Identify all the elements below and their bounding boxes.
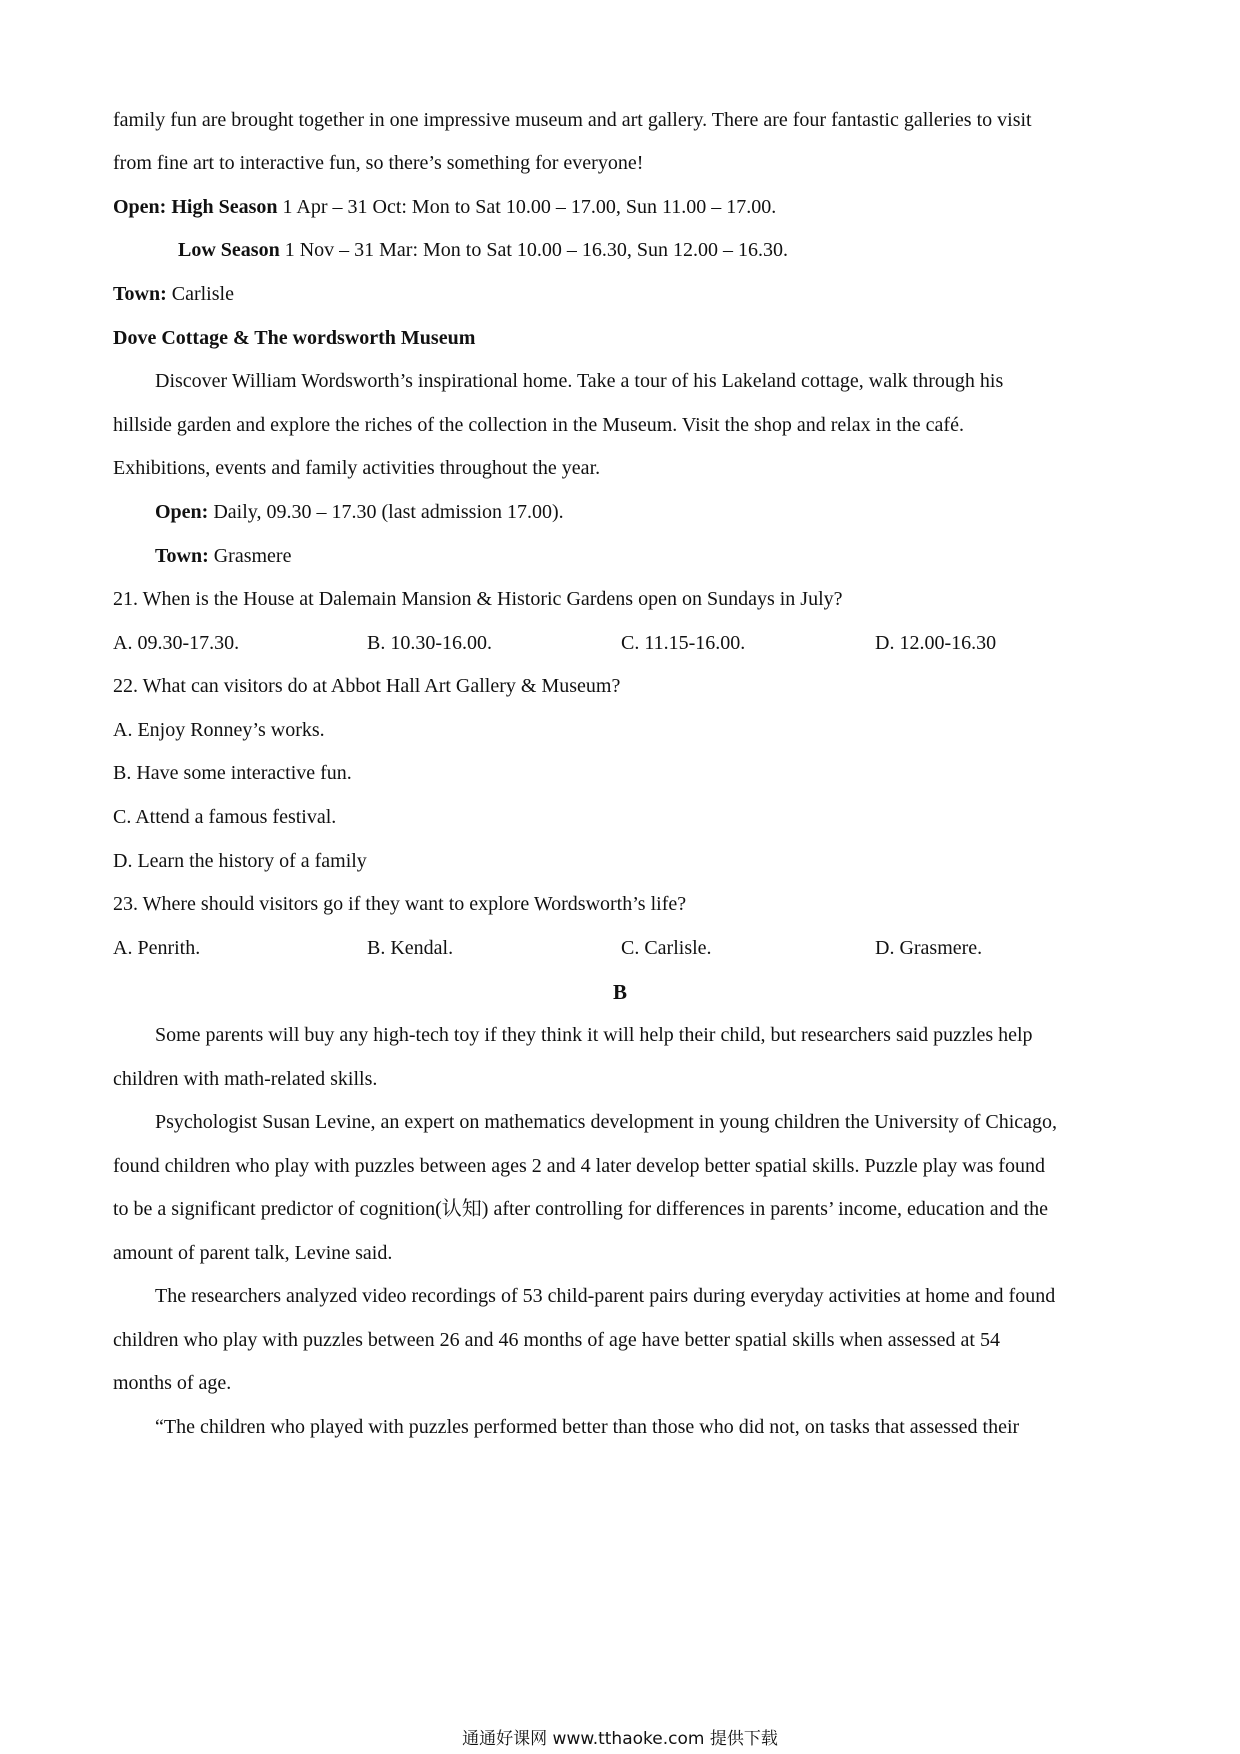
option-c: C. 11.15-16.00. (621, 632, 746, 654)
question-23-options (113, 935, 1133, 961)
section-b-text-line: amount of parent talk, Levine said. (113, 1242, 393, 1264)
section-b-heading: B (612, 980, 627, 1004)
town-carlisle (113, 281, 1130, 307)
question-21-stem: 21. When is the House at Dalemain Mansion & Historic Gardens open on Sundays in July? (113, 588, 843, 610)
dove-cottage-text-line: hillside garden and explore the riches of the collection in the Museum. Visit the shop and relax in the café. (113, 414, 964, 436)
question-21-options (113, 630, 1133, 656)
high-season-value: 1 Apr – 31 Oct: Mon to Sat 10.00 – 17.00, Sun 11.00 – 17.00. (277, 196, 777, 218)
section-b-text-line: children who play with puzzles between 26 and 46 months of age have better spatial skills when assessed at 54 (113, 1329, 1000, 1351)
section-b-text-line: Psychologist Susan Levine, an expert on mathematics development in young children the University of Chicago, (155, 1111, 1058, 1133)
low-season-hours (178, 237, 1130, 263)
town-label: Town: (113, 283, 167, 305)
option-d: D. 12.00-16.30 (875, 632, 997, 654)
option-d: D. Grasmere. (875, 937, 983, 959)
dove-cottage-town (155, 543, 1130, 569)
town-label: Town: (155, 545, 209, 567)
dove-cottage-text-line: Exhibitions, events and family activities throughout the year. (113, 457, 601, 479)
high-season-label: High Season (171, 196, 278, 218)
abbot-hall-text-line: from fine art to interactive fun, so there’s something for everyone! (113, 152, 644, 174)
option-b: B. Kendal. (367, 937, 454, 959)
dove-cottage-open (155, 499, 1130, 525)
town-value: Grasmere (208, 545, 292, 567)
low-season-value: 1 Nov – 31 Mar: Mon to Sat 10.00 – 16.30, Sun 12.00 – 16.30. (279, 239, 789, 261)
option-b: B. 10.30-16.00. (367, 632, 492, 654)
option-d: D. Learn the history of a family (113, 850, 367, 872)
option-a: A. 09.30-17.30. (113, 632, 240, 654)
option-a: A. Enjoy Ronney’s works. (113, 719, 325, 741)
open-label: Open: (113, 196, 167, 218)
section-b-text-line: found children who play with puzzles between ages 2 and 4 later develop better spatial skills. Puzzle play was found (113, 1155, 1045, 1177)
page-footer-watermark: 通通好课网 www.tthaoke.com 提供下载 (462, 1729, 778, 1749)
option-c: C. Carlisle. (621, 937, 712, 959)
dove-cottage-heading: Dove Cottage & The wordsworth Museum (113, 327, 476, 349)
section-b-text-line: Some parents will buy any high-tech toy if they think it will help their child, but researchers said puzzles help (155, 1024, 1033, 1046)
high-season-hours (113, 194, 1130, 220)
section-b-text-line: The researchers analyzed video recordings of 53 child-parent pairs during everyday activities at home and found (155, 1285, 1056, 1307)
open-label: Open: (155, 501, 209, 523)
section-b-text-line: to be a significant predictor of cognition(认知) after controlling for differences in parents’ income, education and the (113, 1198, 1049, 1220)
town-value: Carlisle (166, 283, 234, 305)
section-b-text-line: “The children who played with puzzles performed better than those who did not, on tasks that assessed their (155, 1416, 1020, 1438)
option-a: A. Penrith. (113, 937, 201, 959)
open-value: Daily, 09.30 – 17.30 (last admission 17.00). (208, 501, 564, 523)
abbot-hall-text-line: family fun are brought together in one impressive museum and art gallery. There are four fantastic galleries to visit (113, 109, 1032, 131)
option-c: C. Attend a famous festival. (113, 806, 337, 828)
low-season-label: Low Season (178, 239, 280, 261)
dove-cottage-text-line: Discover William Wordsworth’s inspirational home. Take a tour of his Lakeland cottage, walk through his (155, 370, 1004, 392)
section-b-text-line: children with math-related skills. (113, 1068, 378, 1090)
section-b-text-line: months of age. (113, 1372, 232, 1394)
option-b: B. Have some interactive fun. (113, 762, 352, 784)
question-23-stem: 23. Where should visitors go if they want to explore Wordsworth’s life? (113, 893, 687, 915)
question-22-stem: 22. What can visitors do at Abbot Hall Art Gallery & Museum? (113, 675, 621, 697)
